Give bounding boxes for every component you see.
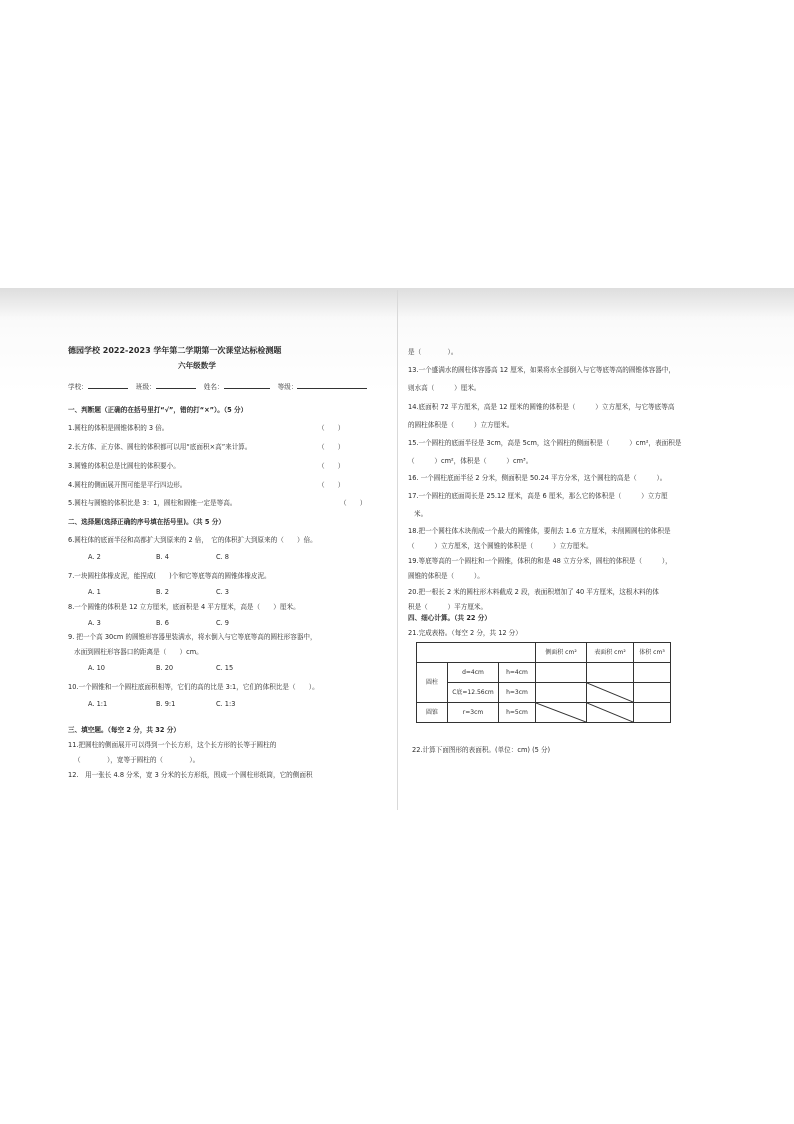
- q15-text-line1: 15.一个圆柱的底面半径是 3cm，高是 5cm，这个圆柱的侧面积是（ ）cm²，表面积是: [408, 439, 682, 447]
- q7-option-a[interactable]: A. 1: [88, 588, 101, 596]
- q14-text-line2: 的圆柱体积是（ ）立方厘米。: [408, 421, 514, 429]
- answer-cell[interactable]: [634, 703, 671, 723]
- cell-c-base: C底=12.56cm: [448, 683, 499, 703]
- answer-cell[interactable]: [536, 683, 587, 703]
- q13-text-line1: 13.一个盛满水的圆柱体容器高 12 厘米，如果将水全部倒入与它等底等高的圆锥体容器中，: [408, 366, 676, 374]
- section4-heading: 四、细心计算。（共 22 分）: [408, 614, 491, 622]
- q7-text: 7.一块圆柱体橡皮泥，能捏成( )个和它等底等高的圆锥体橡皮泥。: [68, 572, 271, 580]
- header-surface-area: 表面积 cm²: [587, 643, 634, 663]
- q2-text: 2.长方体、正方体、圆柱的体积都可以用“底面积×高”来计算。: [68, 443, 252, 451]
- table-header-row: [417, 643, 671, 663]
- q17-text-line2: 米。: [414, 510, 428, 518]
- cell-h1: h=4cm: [499, 663, 536, 683]
- q5-answer-paren[interactable]: （ ）: [340, 499, 367, 507]
- class-blank[interactable]: [156, 388, 196, 389]
- school-blank[interactable]: [88, 388, 128, 389]
- name-label: 姓名：: [203, 383, 224, 391]
- q1-answer-paren[interactable]: （ ）: [318, 424, 345, 432]
- q9-option-b[interactable]: B. 20: [156, 664, 174, 672]
- info-fields: [68, 383, 367, 391]
- q9-option-a[interactable]: A. 10: [88, 664, 105, 672]
- q20-text-line2: 积是（ ）平方厘米。: [408, 603, 488, 611]
- school-label: 学校：: [68, 383, 88, 391]
- q8-text: 8.一个圆锥的体积是 12 立方厘米，底面积是 4 平方厘米，高是（ ）厘米。: [68, 603, 300, 611]
- section2-heading: 二、选择题(选择正确的序号填在括号里)。（共 5 分）: [68, 518, 225, 526]
- cell-h3: h=5cm: [499, 703, 536, 723]
- table-row: [417, 703, 671, 723]
- grade-label: 等级：: [277, 383, 298, 391]
- q9-text-line1: 9. 把一个高 30cm 的圆锥形容器里装满水，将水倒入与它等底等高的圆柱形容器中，: [68, 633, 317, 641]
- section1-heading: 一、判断题（正确的在括号里打“√”，错的打“×”）。（5 分）: [68, 406, 248, 414]
- q11-text-line2: （ ），宽等于圆柱的（ ）。: [74, 756, 200, 764]
- answer-cell[interactable]: [634, 663, 671, 683]
- q21-table: [416, 642, 671, 723]
- q14-text-line1: 14.底面积 72 平方厘米，高是 12 厘米的圆锥的体积是（ ）立方厘米，与它等底等高: [408, 403, 675, 411]
- cell-h2: h=3cm: [499, 683, 536, 703]
- q8-option-c[interactable]: C. 9: [216, 619, 229, 627]
- crossed-out-cell: [587, 683, 634, 703]
- answer-cell[interactable]: [587, 663, 634, 683]
- q12-text-line1: 12. 用一张长 4.8 分米，宽 3 分米的长方形纸，围成一个圆柱形纸筒，它的侧面积: [68, 771, 313, 779]
- q5-text: 5.圆柱与圆锥的体积比是 3：1，圆柱和圆锥一定是等高。: [68, 499, 237, 507]
- q1-text: 1.圆柱的体积是圆锥体积的 3 倍。: [68, 424, 169, 432]
- q9-text-line2: 水面到圆柱形容器口的距离是（ ）cm。: [74, 648, 203, 656]
- q21-text: 21.完成表格。（每空 2 分，共 12 分）: [408, 629, 522, 637]
- crossed-out-cell: [587, 703, 634, 723]
- row-label-cylinder: 圆柱: [417, 663, 448, 703]
- q3-text: 3.圆锥的体积总是比圆柱的体积要小。: [68, 462, 180, 470]
- name-blank[interactable]: [224, 388, 270, 389]
- cell-r: r=3cm: [448, 703, 499, 723]
- q7-option-b[interactable]: B. 2: [156, 588, 169, 596]
- answer-cell[interactable]: [634, 683, 671, 703]
- q7-option-c[interactable]: C. 3: [216, 588, 229, 596]
- q13-text-line2: 则水高（ ）厘米。: [408, 384, 481, 392]
- page-fold-line: [397, 290, 398, 810]
- row-label-cone: 圆锥: [417, 703, 448, 723]
- grade-blank[interactable]: [297, 388, 367, 389]
- q20-text-line1: 20.把一根长 2 米的圆柱形木料截成 2 段，表面积增加了 40 平方厘米，这根木料的体: [408, 588, 659, 596]
- cell-d: d=4cm: [448, 663, 499, 683]
- q8-option-b[interactable]: B. 6: [156, 619, 169, 627]
- table-corner-cell: [417, 643, 536, 663]
- exam-title: 德园学校 2022-2023 学年第二学期第一次课堂达标检测题: [68, 346, 282, 355]
- diagonal-slash: [587, 683, 633, 702]
- table-row: [417, 683, 671, 703]
- q10-option-b[interactable]: B. 9:1: [156, 700, 176, 708]
- q6-option-b[interactable]: B. 4: [156, 553, 169, 561]
- diagonal-slash: [536, 703, 586, 722]
- q4-answer-paren[interactable]: （ ）: [318, 481, 345, 489]
- q18-text-line1: 18.把一个圆柱体木块削成一个最大的圆锥体，要削去 1.6 立方厘米，未削圆圆柱的体积是: [408, 527, 671, 535]
- answer-cell[interactable]: [536, 663, 587, 683]
- diagonal-slash: [587, 703, 633, 722]
- q19-text-line2: 圆锥的体积是（ ）。: [408, 572, 484, 580]
- q22-text: 22.计算下面图形的表面积。(单位：cm) (5 分): [412, 746, 551, 754]
- q4-text: 4.圆柱的侧面展开图可能是平行四边形。: [68, 481, 187, 489]
- exam-subtitle: 六年级数学: [178, 361, 216, 370]
- q6-text: 6.圆柱体的底面半径和高都扩大到原来的 2 倍， 它的体积扩大到原来的（ ）倍。: [68, 536, 317, 544]
- q11-text-line1: 11.把圆柱的侧面展开可以得到一个长方形，这个长方形的长等于圆柱的: [68, 741, 277, 749]
- q3-answer-paren[interactable]: （ ）: [318, 462, 345, 470]
- header-lateral-area: 侧面积 cm²: [536, 643, 587, 663]
- header-volume: 体积 cm³: [634, 643, 671, 663]
- q6-option-a[interactable]: A. 2: [88, 553, 101, 561]
- table-row: [417, 663, 671, 683]
- q10-text: 10.一个圆锥和一个圆柱底面积相等，它们的高的比是 3:1，它们的体积比是（ ）。: [68, 683, 319, 691]
- q9-option-c[interactable]: C. 15: [216, 664, 234, 672]
- q12-text-line2: 是（ ）。: [408, 348, 458, 356]
- section3-heading: 三、填空题。（每空 2 分，共 32 分）: [68, 726, 180, 734]
- q10-option-a[interactable]: A. 1:1: [88, 700, 108, 708]
- crossed-out-cell: [536, 703, 587, 723]
- q8-option-a[interactable]: A. 3: [88, 619, 101, 627]
- q15-text-line2: （ ）cm²，体积是（ ）cm³。: [408, 457, 533, 465]
- q17-text-line1: 17.一个圆柱的底面周长是 25.12 厘米，高是 6 厘米，那么它的体积是（ ）立方厘: [408, 492, 668, 500]
- q18-text-line2: （ ）立方厘米，这个圆锥的体积是（ ）立方厘米。: [408, 542, 593, 550]
- q19-text-line1: 19.等底等高的一个圆柱和一个圆锥，体积的和是 48 立方分米，圆柱的体积是（ ），: [408, 557, 672, 565]
- q10-option-c[interactable]: C. 1:3: [216, 700, 236, 708]
- q16-text: 16. 一个圆柱底面半径 2 分米，侧面积是 50.24 平方分米，这个圆柱的高是（ ）。: [408, 474, 667, 482]
- class-label: 班级：: [135, 383, 156, 391]
- q2-answer-paren[interactable]: （ ）: [318, 443, 345, 451]
- q6-option-c[interactable]: C. 8: [216, 553, 229, 561]
